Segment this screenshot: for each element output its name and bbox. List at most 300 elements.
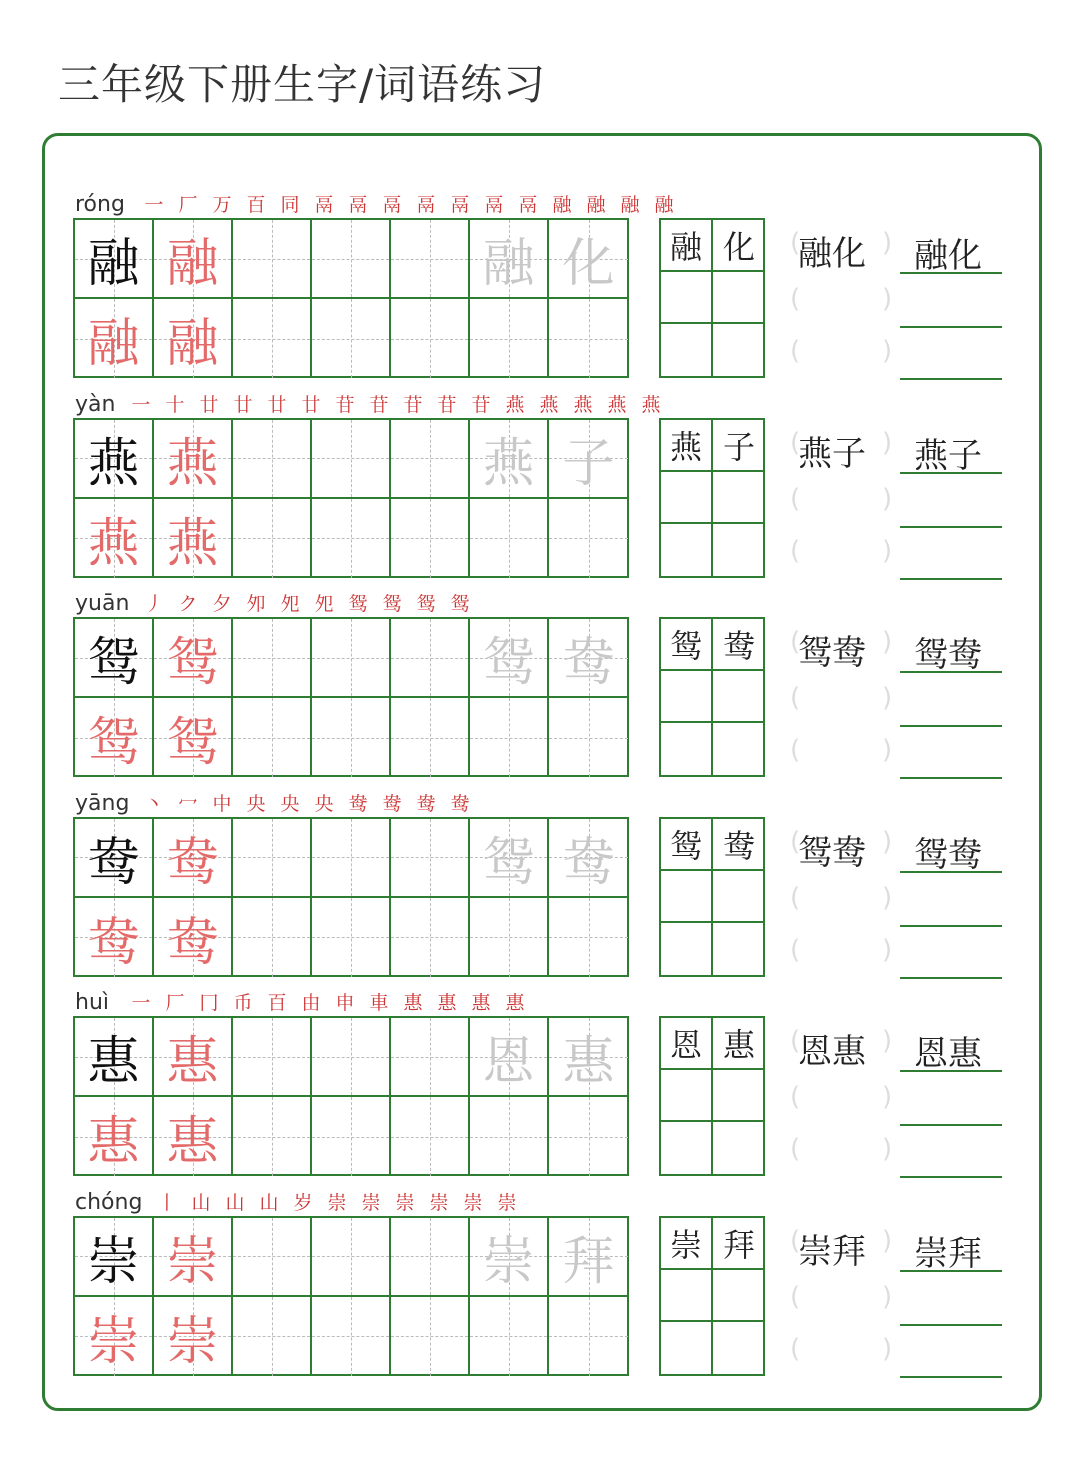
writing-lines bbox=[900, 1216, 1002, 1376]
trace-char: 鸳 bbox=[482, 633, 535, 693]
stroke-step: 央 bbox=[314, 792, 334, 815]
stroke-step: 崇 bbox=[463, 1191, 483, 1214]
stroke-step: 崇 bbox=[429, 1191, 449, 1214]
writing-cell[interactable] bbox=[470, 1018, 549, 1097]
paren-mark: ( bbox=[790, 1082, 801, 1112]
word-cell[interactable]: 燕 bbox=[661, 420, 713, 472]
writing-cell[interactable] bbox=[312, 1218, 391, 1297]
writing-cell[interactable] bbox=[154, 1297, 233, 1376]
stroke-step: 山 bbox=[259, 1191, 279, 1214]
char-section bbox=[0, 591, 1074, 791]
answer-line[interactable] bbox=[900, 326, 1002, 328]
writing-cell[interactable] bbox=[233, 1297, 312, 1376]
stroke-step: 鸯 bbox=[348, 792, 368, 815]
writing-cell[interactable] bbox=[391, 698, 470, 777]
pinyin-label: yuān bbox=[75, 591, 130, 616]
writing-cell[interactable] bbox=[233, 819, 312, 898]
stroke-step: 一 bbox=[144, 194, 164, 216]
stroke-step: 冖 bbox=[178, 792, 198, 815]
paren-mark: ( bbox=[790, 535, 801, 566]
writing-cell[interactable] bbox=[391, 420, 470, 499]
stroke-step: 夘 bbox=[246, 593, 266, 615]
writing-cell[interactable] bbox=[312, 619, 391, 698]
word-cell[interactable] bbox=[661, 671, 713, 723]
word-cell[interactable] bbox=[661, 1322, 713, 1374]
trace-char: 惠 bbox=[562, 1032, 615, 1092]
writing-lines bbox=[900, 218, 1002, 378]
red-model-char: 鸳 bbox=[166, 713, 219, 773]
word-cell[interactable] bbox=[713, 272, 765, 324]
writing-cell[interactable] bbox=[391, 220, 470, 299]
red-model-char: 融 bbox=[166, 234, 219, 294]
writing-cell[interactable] bbox=[549, 898, 628, 977]
red-model-char: 燕 bbox=[166, 513, 219, 574]
writing-cell[interactable] bbox=[549, 619, 628, 698]
line-word: 燕子 bbox=[914, 435, 982, 476]
stroke-step: 廿 bbox=[301, 393, 321, 416]
paren-mark: ) bbox=[882, 1225, 893, 1256]
writing-grid bbox=[73, 617, 629, 777]
paren-mark: ( bbox=[790, 683, 801, 713]
word-cell[interactable] bbox=[713, 1122, 765, 1174]
stroke-step: 币 bbox=[233, 992, 253, 1014]
stroke-step: 夗 bbox=[280, 593, 300, 615]
stroke-step: 申 bbox=[335, 992, 355, 1014]
paren-column bbox=[790, 617, 893, 777]
line-word: 鸳鸯 bbox=[914, 635, 982, 675]
stroke-step: 丶 bbox=[144, 792, 164, 815]
word-cell[interactable] bbox=[661, 1070, 713, 1122]
pinyin-label: yāng bbox=[75, 790, 130, 816]
paren-mark: ( bbox=[790, 826, 801, 857]
stroke-step: 夗 bbox=[314, 593, 334, 615]
stroke-step: 同 bbox=[280, 194, 300, 216]
char-section bbox=[0, 392, 1074, 592]
word-cell[interactable] bbox=[713, 923, 765, 975]
writing-cell[interactable] bbox=[75, 499, 154, 578]
writing-cell[interactable] bbox=[312, 898, 391, 977]
writing-cell[interactable] bbox=[549, 220, 628, 299]
writing-lines bbox=[900, 817, 1002, 977]
paren-mark: ( bbox=[790, 336, 801, 366]
model-char: 鸯 bbox=[87, 832, 140, 893]
paren-mark: ) bbox=[882, 284, 893, 314]
writing-cell[interactable] bbox=[233, 1218, 312, 1297]
paren-mark: ( bbox=[790, 934, 801, 965]
writing-lines bbox=[900, 617, 1002, 777]
stroke-step: 山 bbox=[191, 1191, 211, 1214]
model-char: 崇 bbox=[87, 1231, 140, 1292]
writing-cell[interactable] bbox=[312, 1297, 391, 1376]
trace-char: 崇 bbox=[482, 1231, 535, 1292]
stroke-step: 崇 bbox=[497, 1191, 517, 1214]
char-section bbox=[0, 791, 1074, 991]
stroke-step: 惠 bbox=[471, 992, 491, 1014]
model-char: 鸳 bbox=[87, 633, 140, 693]
red-model-char: 鸳 bbox=[166, 633, 219, 693]
writing-cell[interactable] bbox=[233, 1018, 312, 1097]
red-model-char: 燕 bbox=[87, 513, 140, 574]
writing-cell[interactable] bbox=[549, 499, 628, 578]
answer-line[interactable] bbox=[900, 1324, 1002, 1326]
writing-cell[interactable] bbox=[391, 1297, 470, 1376]
writing-cell[interactable] bbox=[549, 299, 628, 378]
writing-cell[interactable] bbox=[470, 1097, 549, 1176]
stroke-step: 燕 bbox=[641, 393, 661, 416]
stroke-step: 由 bbox=[301, 992, 321, 1014]
word-cell[interactable] bbox=[661, 324, 713, 376]
line-word: 融化 bbox=[914, 236, 982, 276]
answer-line[interactable] bbox=[900, 272, 1002, 274]
paren-mark: ) bbox=[882, 826, 893, 857]
writing-cell[interactable] bbox=[391, 1218, 470, 1297]
writing-cell[interactable] bbox=[75, 819, 154, 898]
answer-line[interactable] bbox=[900, 777, 1002, 779]
writing-cell[interactable] bbox=[391, 619, 470, 698]
page-title: 三年级下册生字/词语练习 bbox=[58, 60, 547, 109]
word-cell[interactable] bbox=[713, 524, 765, 576]
stroke-step: 央 bbox=[280, 792, 300, 815]
stroke-step: 燕 bbox=[573, 393, 593, 416]
answer-line[interactable] bbox=[900, 1070, 1002, 1072]
word-grid bbox=[659, 1016, 765, 1176]
word-cell[interactable] bbox=[661, 1122, 713, 1174]
answer-line[interactable] bbox=[900, 1124, 1002, 1126]
word-cell[interactable]: 化 bbox=[713, 220, 765, 272]
writing-cell[interactable] bbox=[549, 420, 628, 499]
pinyin-label: huì bbox=[75, 990, 109, 1015]
stroke-step: 冂 bbox=[199, 992, 219, 1014]
word-grid bbox=[659, 1216, 765, 1376]
paren-mark: ( bbox=[790, 735, 801, 765]
writing-cell[interactable] bbox=[75, 1097, 154, 1176]
answer-line[interactable] bbox=[900, 1176, 1002, 1178]
writing-cell[interactable] bbox=[75, 299, 154, 378]
stroke-step: 万 bbox=[212, 194, 232, 216]
stroke-step: 鸳 bbox=[382, 593, 402, 615]
writing-cell[interactable] bbox=[391, 499, 470, 578]
writing-cell[interactable] bbox=[233, 499, 312, 578]
stroke-step: 惠 bbox=[505, 992, 525, 1014]
model-char: 惠 bbox=[87, 1032, 140, 1092]
writing-cell[interactable] bbox=[391, 1097, 470, 1176]
answer-line[interactable] bbox=[900, 378, 1002, 380]
writing-cell[interactable] bbox=[549, 698, 628, 777]
answer-line[interactable] bbox=[900, 977, 1002, 979]
writing-cell[interactable] bbox=[154, 1018, 233, 1097]
answer-line[interactable] bbox=[900, 472, 1002, 474]
writing-cell[interactable] bbox=[154, 1218, 233, 1297]
word-cell[interactable]: 鸯 bbox=[713, 819, 765, 871]
writing-cell[interactable] bbox=[75, 698, 154, 777]
word-cell[interactable] bbox=[661, 272, 713, 324]
writing-cell[interactable] bbox=[312, 220, 391, 299]
paren-mark: ) bbox=[882, 627, 893, 657]
writing-cell[interactable] bbox=[233, 619, 312, 698]
stroke-step: 鸯 bbox=[382, 792, 402, 815]
writing-cell[interactable] bbox=[470, 819, 549, 898]
stroke-step: 鸯 bbox=[416, 792, 436, 815]
writing-cell[interactable] bbox=[312, 698, 391, 777]
writing-cell[interactable] bbox=[470, 499, 549, 578]
stroke-step: 燕 bbox=[505, 393, 525, 416]
red-model-char: 融 bbox=[87, 314, 140, 374]
word-cell[interactable]: 崇 bbox=[661, 1218, 713, 1270]
stroke-step: 廿 bbox=[267, 393, 287, 416]
writing-cell[interactable] bbox=[470, 299, 549, 378]
model-char: 融 bbox=[87, 234, 140, 294]
answer-line[interactable] bbox=[900, 871, 1002, 873]
char-section bbox=[0, 192, 1074, 392]
writing-cell[interactable] bbox=[470, 420, 549, 499]
line-word: 鸳鸯 bbox=[914, 834, 982, 875]
stroke-step: 苷 bbox=[437, 393, 457, 416]
writing-cell[interactable] bbox=[233, 698, 312, 777]
word-cell[interactable] bbox=[661, 1270, 713, 1322]
writing-grid bbox=[73, 1016, 629, 1176]
word-cell[interactable] bbox=[661, 524, 713, 576]
stroke-step: 崇 bbox=[361, 1191, 381, 1214]
trace-char: 化 bbox=[562, 234, 615, 294]
red-model-char: 惠 bbox=[87, 1112, 140, 1172]
trace-char: 燕 bbox=[482, 433, 535, 494]
answer-line[interactable] bbox=[900, 925, 1002, 927]
word-cell[interactable]: 融 bbox=[661, 220, 713, 272]
red-model-char: 鸯 bbox=[166, 832, 219, 893]
writing-cell[interactable] bbox=[391, 819, 470, 898]
red-model-char: 鸳 bbox=[87, 713, 140, 773]
word-cell[interactable] bbox=[713, 472, 765, 524]
word-grid bbox=[659, 218, 765, 378]
answer-line[interactable] bbox=[900, 1376, 1002, 1378]
stroke-step: 一 bbox=[131, 393, 151, 416]
answer-line[interactable] bbox=[900, 1270, 1002, 1272]
stroke-step: 鸳 bbox=[416, 593, 436, 615]
paren-column bbox=[790, 218, 893, 378]
trace-char: 鸳 bbox=[482, 832, 535, 893]
paren-mark: ) bbox=[882, 427, 893, 458]
word-cell[interactable] bbox=[713, 1322, 765, 1374]
writing-cell[interactable] bbox=[154, 1097, 233, 1176]
writing-cell[interactable] bbox=[233, 299, 312, 378]
writing-cell[interactable] bbox=[75, 1018, 154, 1097]
stroke-step: 丨 bbox=[157, 1191, 177, 1214]
writing-cell[interactable] bbox=[154, 819, 233, 898]
paren-mark: ( bbox=[790, 1134, 801, 1164]
stroke-step: 百 bbox=[246, 194, 266, 216]
trace-char: 鸯 bbox=[562, 633, 615, 693]
red-model-char: 崇 bbox=[87, 1311, 140, 1372]
stroke-step: 燕 bbox=[607, 393, 627, 416]
writing-cell[interactable] bbox=[312, 499, 391, 578]
writing-cell[interactable] bbox=[154, 898, 233, 977]
red-model-char: 惠 bbox=[166, 1032, 219, 1092]
stroke-step: 央 bbox=[246, 792, 266, 815]
writing-cell[interactable] bbox=[233, 1097, 312, 1176]
writing-grid bbox=[73, 1216, 629, 1376]
red-model-char: 融 bbox=[166, 314, 219, 374]
word-cell[interactable]: 恩 bbox=[661, 1018, 713, 1070]
word-cell[interactable] bbox=[713, 723, 765, 775]
writing-cell[interactable] bbox=[154, 299, 233, 378]
stroke-order bbox=[152, 1188, 522, 1215]
stroke-step: 鬲 bbox=[518, 194, 538, 216]
writing-cell[interactable] bbox=[549, 819, 628, 898]
paren-column bbox=[790, 418, 893, 578]
answer-line[interactable] bbox=[900, 671, 1002, 673]
red-model-char: 崇 bbox=[166, 1311, 219, 1372]
paren-mark: ( bbox=[790, 228, 801, 258]
writing-cell[interactable] bbox=[233, 898, 312, 977]
paren-mark: ) bbox=[882, 1082, 893, 1112]
word-cell[interactable] bbox=[713, 671, 765, 723]
stroke-step: 十 bbox=[165, 393, 185, 416]
writing-cell[interactable] bbox=[470, 898, 549, 977]
word-cell[interactable]: 惠 bbox=[713, 1018, 765, 1070]
writing-cell[interactable] bbox=[470, 698, 549, 777]
trace-char: 鸯 bbox=[562, 832, 615, 893]
writing-cell[interactable] bbox=[312, 420, 391, 499]
writing-cell[interactable] bbox=[312, 1097, 391, 1176]
paren-mark: ) bbox=[882, 934, 893, 965]
stroke-step: 融 bbox=[620, 194, 640, 216]
paren-column bbox=[790, 817, 893, 977]
stroke-step: 鬲 bbox=[416, 194, 436, 216]
paren-mark: ( bbox=[790, 1281, 801, 1312]
writing-cell[interactable] bbox=[391, 1018, 470, 1097]
word-grid bbox=[659, 617, 765, 777]
stroke-order bbox=[126, 988, 530, 1015]
writing-cell[interactable] bbox=[154, 619, 233, 698]
stroke-step: 鬲 bbox=[348, 194, 368, 216]
paren-word: 恩惠 bbox=[798, 1032, 866, 1072]
writing-cell[interactable] bbox=[391, 898, 470, 977]
stroke-step: ク bbox=[178, 593, 198, 615]
paren-mark: ( bbox=[790, 1225, 801, 1256]
writing-cell[interactable] bbox=[470, 619, 549, 698]
writing-grid bbox=[73, 418, 629, 578]
writing-cell[interactable] bbox=[312, 819, 391, 898]
writing-cell[interactable] bbox=[233, 220, 312, 299]
word-cell[interactable] bbox=[661, 723, 713, 775]
stroke-step: 鬲 bbox=[450, 194, 470, 216]
stroke-step: 融 bbox=[552, 194, 572, 216]
stroke-step: 崇 bbox=[395, 1191, 415, 1214]
stroke-step: 苷 bbox=[369, 393, 389, 416]
paren-mark: ) bbox=[882, 336, 893, 366]
stroke-step: 鸯 bbox=[450, 792, 470, 815]
char-section bbox=[0, 990, 1074, 1190]
word-cell[interactable]: 鸳 bbox=[661, 819, 713, 871]
stroke-step: 融 bbox=[654, 194, 674, 216]
stroke-order bbox=[139, 190, 679, 217]
paren-column bbox=[790, 1016, 893, 1176]
writing-cell[interactable] bbox=[75, 898, 154, 977]
paren-mark: ) bbox=[882, 535, 893, 566]
writing-cell[interactable] bbox=[154, 420, 233, 499]
word-cell[interactable] bbox=[713, 1270, 765, 1322]
writing-cell[interactable] bbox=[391, 299, 470, 378]
paren-mark: ) bbox=[882, 735, 893, 765]
word-cell[interactable] bbox=[661, 472, 713, 524]
pinyin-label: yàn bbox=[75, 391, 116, 417]
word-cell[interactable]: 拜 bbox=[713, 1218, 765, 1270]
writing-cell[interactable] bbox=[549, 1097, 628, 1176]
writing-cell[interactable] bbox=[154, 698, 233, 777]
char-section bbox=[0, 1190, 1074, 1390]
stroke-step: 苷 bbox=[335, 393, 355, 416]
paren-mark: ) bbox=[882, 1333, 893, 1364]
writing-cell[interactable] bbox=[470, 220, 549, 299]
answer-line[interactable] bbox=[900, 725, 1002, 727]
stroke-step: 崇 bbox=[327, 1191, 347, 1214]
paren-mark: ( bbox=[790, 882, 801, 913]
stroke-order bbox=[139, 589, 475, 616]
writing-cell[interactable] bbox=[75, 220, 154, 299]
paren-word: 融化 bbox=[798, 234, 866, 274]
writing-cell[interactable] bbox=[549, 1218, 628, 1297]
writing-grid bbox=[73, 218, 629, 378]
stroke-step: 鬲 bbox=[382, 194, 402, 216]
stroke-step: 百 bbox=[267, 992, 287, 1014]
paren-mark: ) bbox=[882, 882, 893, 913]
word-cell[interactable] bbox=[661, 871, 713, 923]
writing-cell[interactable] bbox=[154, 220, 233, 299]
word-cell[interactable] bbox=[713, 871, 765, 923]
paren-mark: ( bbox=[790, 627, 801, 657]
writing-cell[interactable] bbox=[312, 1018, 391, 1097]
red-model-char: 鸯 bbox=[166, 912, 219, 973]
answer-line[interactable] bbox=[900, 526, 1002, 528]
writing-cell[interactable] bbox=[75, 420, 154, 499]
word-cell[interactable]: 鸳 bbox=[661, 619, 713, 671]
writing-cell[interactable] bbox=[233, 420, 312, 499]
answer-line[interactable] bbox=[900, 578, 1002, 580]
writing-cell[interactable] bbox=[75, 1218, 154, 1297]
paren-word: 燕子 bbox=[798, 433, 866, 474]
word-cell[interactable]: 鸯 bbox=[713, 619, 765, 671]
writing-cell[interactable] bbox=[549, 1297, 628, 1376]
stroke-step: 中 bbox=[212, 792, 232, 815]
trace-char: 融 bbox=[482, 234, 535, 294]
word-cell[interactable] bbox=[661, 923, 713, 975]
word-cell[interactable] bbox=[713, 324, 765, 376]
trace-char: 恩 bbox=[482, 1032, 535, 1092]
stroke-step: 苷 bbox=[403, 393, 423, 416]
stroke-step: 廿 bbox=[199, 393, 219, 416]
stroke-step: 車 bbox=[369, 992, 389, 1014]
paren-word: 鸳鸯 bbox=[798, 832, 866, 873]
red-model-char: 惠 bbox=[166, 1112, 219, 1172]
paren-mark: ( bbox=[790, 1333, 801, 1364]
writing-cell[interactable] bbox=[549, 1018, 628, 1097]
paren-mark: ( bbox=[790, 1026, 801, 1056]
writing-cell[interactable] bbox=[75, 1297, 154, 1376]
writing-cell[interactable] bbox=[470, 1297, 549, 1376]
writing-cell[interactable] bbox=[154, 499, 233, 578]
stroke-step: 融 bbox=[586, 194, 606, 216]
paren-mark: ) bbox=[882, 1134, 893, 1164]
writing-cell[interactable] bbox=[470, 1218, 549, 1297]
stroke-step: 廿 bbox=[233, 393, 253, 416]
writing-cell[interactable] bbox=[75, 619, 154, 698]
word-cell[interactable]: 子 bbox=[713, 420, 765, 472]
writing-cell[interactable] bbox=[312, 299, 391, 378]
trace-char: 拜 bbox=[562, 1231, 615, 1292]
word-cell[interactable] bbox=[713, 1070, 765, 1122]
stroke-step: 岁 bbox=[293, 1191, 313, 1214]
stroke-order bbox=[126, 390, 666, 417]
